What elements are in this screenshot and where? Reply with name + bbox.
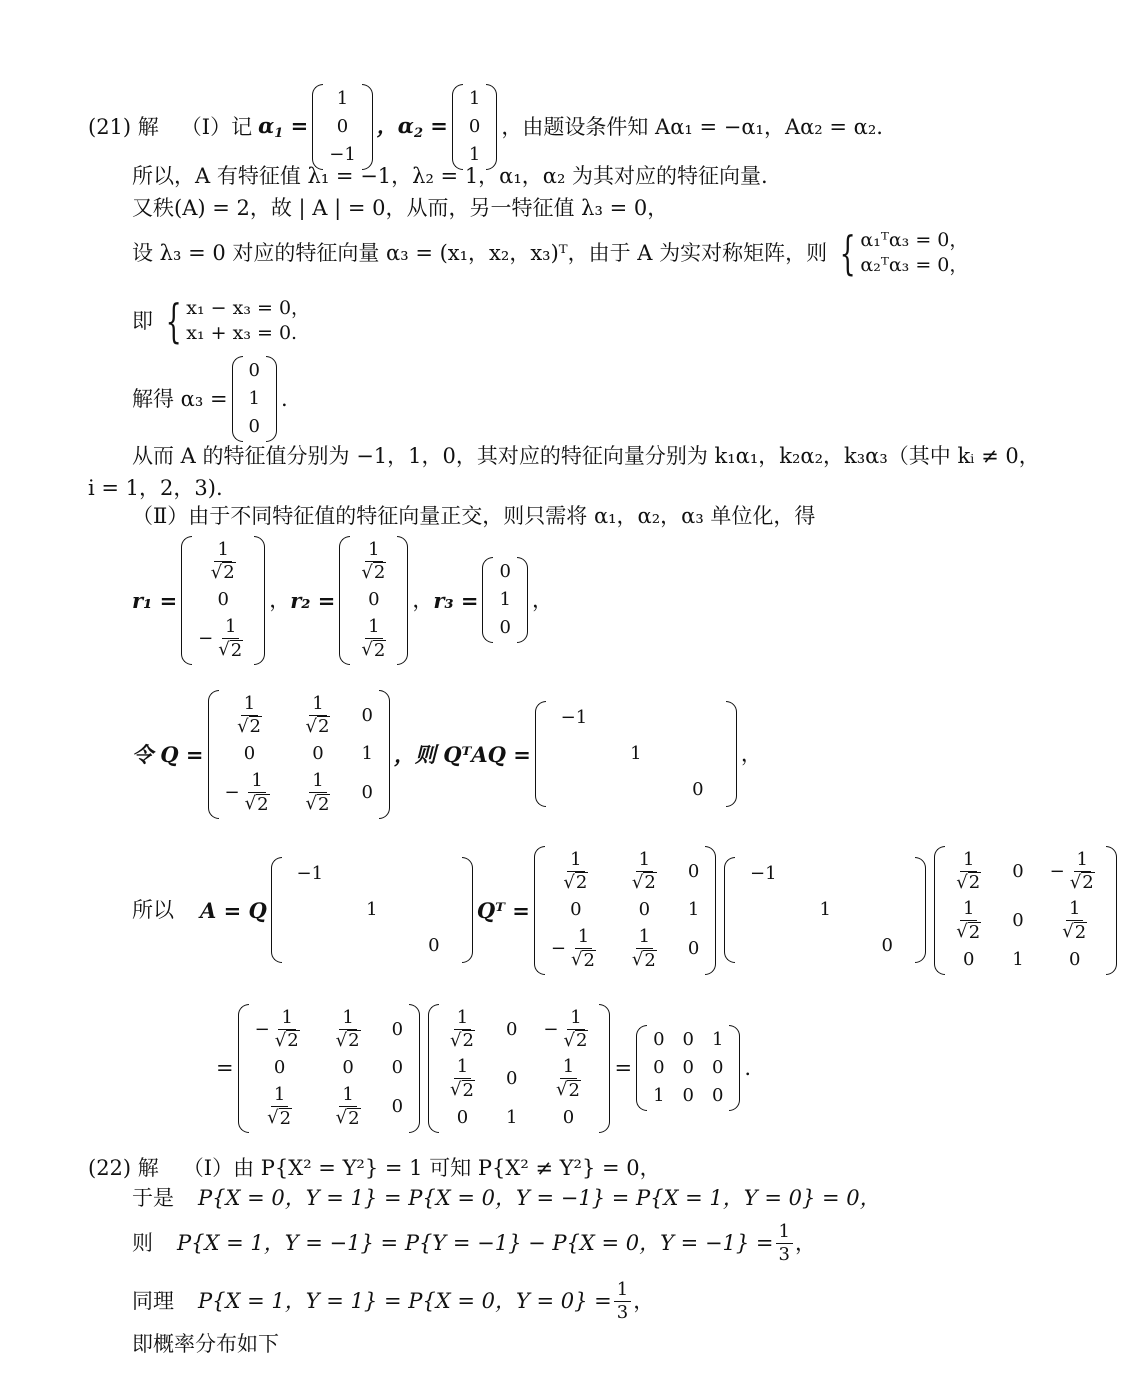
one-third-fraction-2: $\frac{1}{3}$ [614, 1280, 631, 1323]
diag-matrix: −1 1 0 [535, 701, 737, 807]
r1-label: r₁ = [132, 587, 178, 613]
q21-line6 [132, 356, 288, 442]
q21-line3: 又秩(A) = 2，故 | A | = 0，从而，另一特征值 λ₃ = 0， [132, 196, 669, 220]
q22-line5: 即概率分布如下 [132, 1332, 279, 1356]
q22-line2-text: P{X = 0，Y = 1} = P{X = 0，Y = −1} = P{X = 1，Y = 0} = 0， [198, 1186, 881, 1210]
q22-line2 [132, 1188, 881, 1209]
alpha2-vector [452, 84, 497, 170]
q-matrix: 1 √ 2 1 √ 2 0 0 0 1 − 1 √ 2 1 √ 2 0 [208, 690, 390, 819]
alpha1-v3: −1 [329, 144, 356, 165]
alpha2-symbol: ，$\alpha_2$ = [376, 112, 448, 141]
result-matrix: 0 0 1 0 0 0 1 0 0 [636, 1025, 740, 1111]
q22-label: (22) 解 [88, 1156, 159, 1180]
q22-line1 [88, 1158, 661, 1179]
alpha3-v3: 0 [248, 416, 260, 437]
r3-vector: 0 1 0 [482, 557, 527, 643]
linear-system: { x₁ − x₃ = 0， x₁ + x₃ = 0. [165, 294, 311, 348]
alpha1-symbol: $\alpha_1$ = [258, 112, 309, 141]
q21-line1-tail: ，由题设条件知 Aα₁ = −α₁，Aα₂ = α₂. [501, 114, 883, 139]
q21-line6-period: . [281, 386, 288, 411]
q21-line8: i = 1，2，3). [88, 476, 223, 500]
q22-line3: 则 P{X = 1，Y = −1} = P{Y = −1} − P{X = 0，Y = −1} = $\frac{1}{3}$ ， [132, 1221, 816, 1265]
a-eq-q: A = Q [200, 897, 267, 923]
q22-line4-text: P{X = 1，Y = 1} = P{X = 0，Y = 0} = [198, 1289, 612, 1314]
alpha1-vector [312, 84, 373, 170]
q21-line4-text: 设 λ₃ = 0 对应的特征向量 α₃ = (x₁，x₂，x₃)ᵀ，由于 A 为实对称矩阵，则 [132, 240, 828, 265]
linear-eq-1: x₁ − x₃ = 0， [186, 297, 311, 319]
q21-line5 [132, 294, 311, 348]
q21-line6-prefix: 解得 α₃ = [132, 386, 228, 411]
unit-vectors-row: r₁ = 1 √ 2 0 − 1 √ 2 ， r₂ = 1 √ 2 0 1 √ 2 ， r₃ = 0 1 0 ， [132, 536, 553, 665]
q21-line7: 从而 A 的特征值分别为 −1，1，0，其对应的特征向量分别为 k₁α₁，k₂α₂，k₃α₃（其中 kᵢ ≠ 0， [132, 444, 1040, 468]
a-result-row: = − 1 √ 2 1 √ 2 0 0 0 0 1 √ 2 1 √ 2 0 1 √ 2 0 − 1 √ 2 1 √ 2 0 1 √ 2 0 1 0 = 0 0 1 0 0 0 1 0 0 . [216, 1004, 751, 1133]
r2-vector: 1 √ 2 0 1 √ 2 [339, 536, 408, 665]
orth-eq-2: α₂ᵀα₃ = 0， [860, 254, 969, 276]
r1-vector: 1 √ 2 0 − 1 √ 2 [181, 536, 265, 665]
q22-line4-prefix: 同理 [132, 1289, 174, 1314]
diag-matrix-2: −1 1 0 [271, 857, 473, 963]
alpha3-v2: 1 [248, 388, 260, 409]
qt-matrix-2: 1 √ 2 0 − 1 √ 2 1 √ 2 0 1 √ 2 0 1 0 [428, 1004, 610, 1133]
q21-line5-prefix: 即 [132, 308, 153, 333]
r2-label: r₂ = [290, 587, 336, 613]
q-matrix-row: 令 Q = 1 √ 2 1 √ 2 0 0 0 1 − 1 √ 2 1 √ 2 0 ，则 QᵀAQ = −1 1 0 ， [132, 690, 762, 819]
q22-line3-text: P{X = 1，Y = −1} = P{Y = −1} − P{X = 0，Y = −1} = [177, 1231, 774, 1256]
so-label: 所以 [132, 897, 174, 922]
q22-line2-prefix: 于是 [132, 1186, 174, 1210]
q21-label: (21) 解 [88, 114, 159, 139]
alpha1-v1: 1 [336, 88, 349, 109]
one-third-fraction-1: $\frac{1}{3}$ [776, 1222, 793, 1265]
orthogonality-system: { α₁ᵀα₃ = 0， α₂ᵀα₃ = 0， [839, 226, 969, 280]
orth-eq-1: α₁ᵀα₃ = 0， [860, 229, 969, 251]
q21-part1: （Ⅰ）记 [180, 114, 253, 139]
let-q-label: 令 Q = [132, 741, 204, 767]
alpha2-v2: 0 [468, 116, 481, 137]
qt-eq: Qᵀ = [476, 897, 530, 923]
linear-eq-2: x₁ + x₃ = 0. [186, 322, 298, 344]
q21-line1 [88, 84, 883, 170]
diag-matrix-3: −1 1 0 [724, 857, 926, 963]
q21-line4 [132, 226, 969, 280]
q-matrix-2: 1 √ 2 1 √ 2 0 0 0 1 − 1 √ 2 1 √ 2 0 [534, 846, 716, 975]
qt-matrix: 1 √ 2 0 − 1 √ 2 1 √ 2 0 1 √ 2 0 1 0 [934, 846, 1116, 975]
q22-line3-prefix: 则 [132, 1231, 153, 1256]
q22-line1-text: （Ⅰ）由 P{X² = Y²} = 1 可知 P{X² ≠ Y²} = 0， [182, 1156, 661, 1180]
r3-label: r₃ = [433, 587, 479, 613]
alpha3-vector [232, 356, 277, 442]
q21-part2: （Ⅱ）由于不同特征值的特征向量正交，则只需将 α₁，α₂，α₃ 单位化，得 [132, 504, 816, 528]
a-product-row [132, 846, 1121, 975]
qtaq-label: ，则 QᵀAQ = [393, 741, 531, 767]
alpha2-v1: 1 [468, 88, 481, 109]
alpha3-v1: 0 [248, 360, 260, 381]
q21-line2: 所以，A 有特征值 λ₁ = −1，λ₂ = 1，α₁，α₂ 为其对应的特征向量. [132, 164, 768, 188]
alpha2-v3: 1 [468, 144, 481, 165]
alpha1-v2: 0 [336, 116, 349, 137]
product-matrix: − 1 √ 2 1 √ 2 0 0 0 0 1 √ 2 1 √ 2 0 [238, 1004, 420, 1133]
q22-line4: 同理 P{X = 1，Y = 1} = P{X = 0，Y = 0} = $\frac{1}{3}$ ， [132, 1279, 655, 1323]
